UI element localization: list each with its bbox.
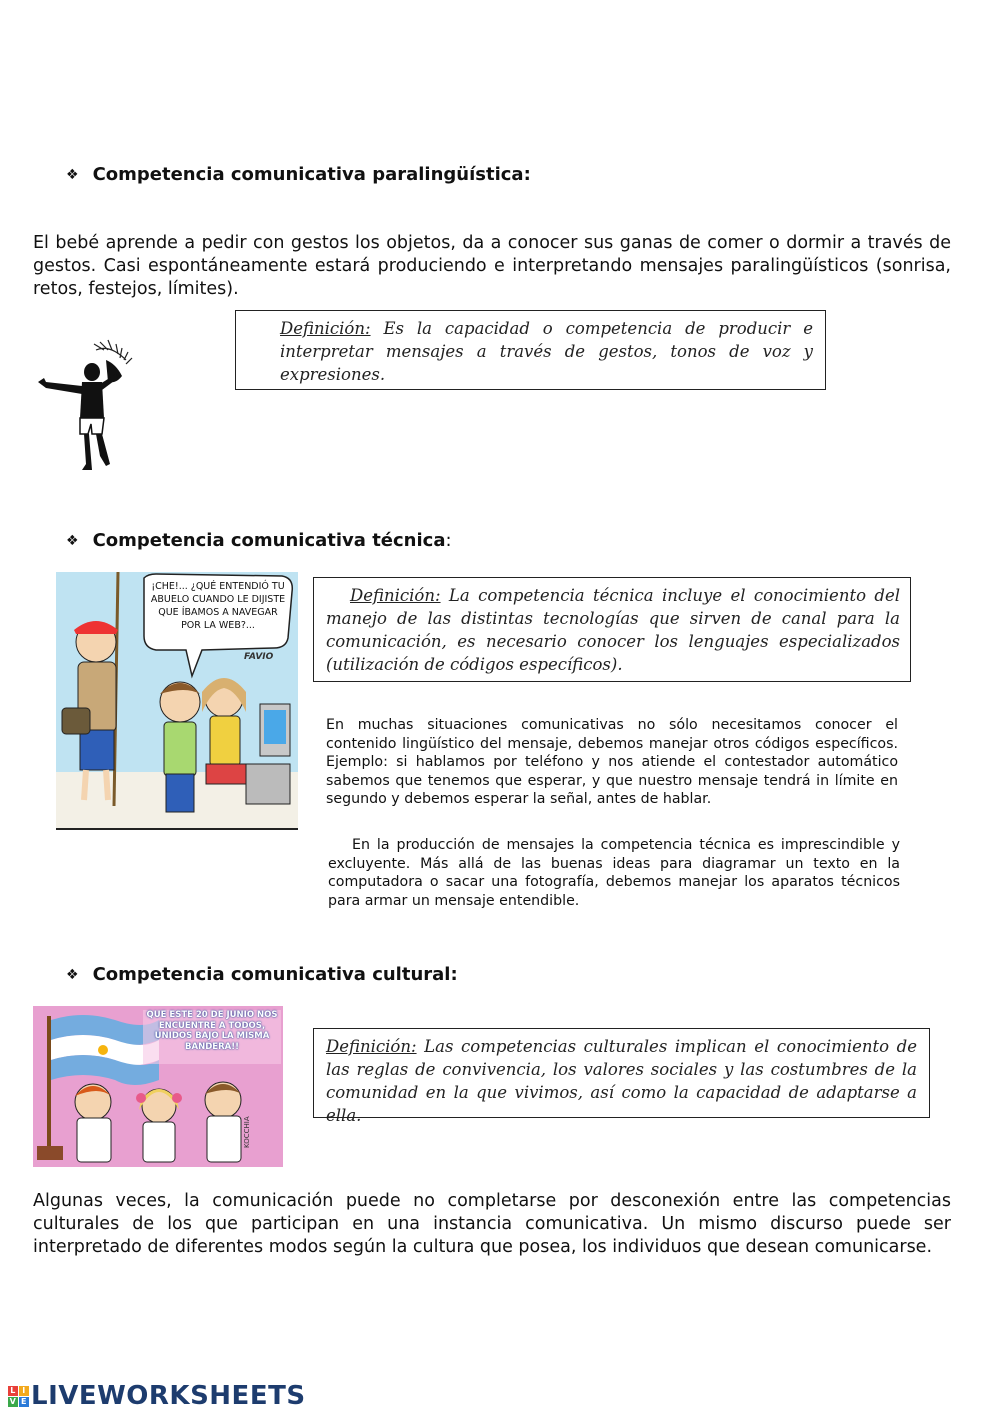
poster-slogan: QUE ESTE 20 DE JUNIO NOS ENCUENTRE A TODOS, UNIDOS BAJO LA MISMA BANDERA!! — [146, 1010, 278, 1052]
section-heading-paralinguistica — [66, 164, 531, 185]
definition-text: Es la capacidad o competencia de producir e interpretar mensajes a través de gestos, tonos de voz y expresiones. — [280, 319, 813, 384]
heading-colon: : — [445, 530, 452, 551]
liveworksheets-logo[interactable] — [8, 1381, 306, 1411]
web-comic-illustration — [56, 572, 298, 830]
definition-text: Las competencias culturales implican el conocimiento de las reglas de convivencia, los valores sociales y las costumbres de la comunidad en la que vivimos, así como la capacidad de adaptarse a ella. — [326, 1037, 917, 1125]
section-heading-cultural — [66, 964, 458, 985]
comic-signature: FAVIO — [244, 652, 274, 662]
section-heading-tecnica — [66, 530, 452, 551]
definition-box-cultural — [313, 1028, 930, 1125]
poster-signature: KOCCHIA — [243, 1116, 251, 1148]
liveworksheets-mark-icon: L I V E — [8, 1386, 29, 1407]
cultural-closing-paragraph: Algunas veces, la comunicación puede no completarse por desconexión entre las competencias culturales de los que participan en una instancia comunicativa. Un mismo discurso puede ser interpretado de diferentes modos según la cultura que posea, los individuos que desean comunicarse. — [33, 1191, 951, 1257]
paralinguistica-intro: El bebé aprende a pedir con gestos los objetos, da a conocer sus ganas de comer o dormir a través de gestos. Casi espontáneamente estará produciendo e interpretando mensajes paralingüísticos (sonrisa, retos, festejos, límites). — [33, 233, 951, 299]
definition-text: La competencia técnica incluye el conocimiento del manejo de las distintas tecnologías que sirven de canal para la comunicación, es necesario conocer los lenguajes especializados (utilización de códigos específicos). — [326, 586, 900, 674]
diamond-bullet-icon: ❖ — [66, 166, 79, 183]
tecnica-paragraph-2: En la producción de mensajes la competencia técnica es imprescindible y excluyente. Más allá de las buenas ideas para diagramar un texto en la computadora o sacar una fotografía, debemos manejar los aparatos técnicos para armar un mensaje entendible. — [328, 837, 900, 909]
heading-text: Competencia comunicativa técnica — [92, 530, 446, 551]
definition-label: Definición: — [350, 586, 441, 605]
heading-text: Competencia comunicativa cultural: — [92, 964, 458, 985]
definition-label: Definición: — [280, 319, 371, 338]
gesturing-man-illustration — [36, 338, 140, 476]
definition-box-paralinguistica — [235, 310, 826, 390]
definition-label: Definición: — [326, 1037, 417, 1056]
tecnica-paragraph-1: En muchas situaciones comunicativas no sólo necesitamos conocer el contenido lingüístico del mensaje, debemos manejar otros códigos específicos. Ejemplo: si hablamos por teléfono y nos atiende el contestador automático sabemos que tenemos que esperar, y que nuestro mensaje tendrá in límite en segundo y debemos esperar la señal, antes de hablar. — [326, 717, 898, 807]
definition-box-tecnica — [313, 577, 911, 682]
heading-text: Competencia comunicativa paralingüística: — [92, 164, 531, 185]
flag-day-poster-illustration — [33, 1006, 283, 1167]
comic-speech-bubble-text: ¡CHE!... ¿QUÉ ENTENDIÓ TU ABUELO CUANDO LE DIJISTE QUE ÍBAMOS A NAVEGAR POR LA WEB?... — [150, 581, 286, 631]
brand-name: LIVEWORKSHEETS — [31, 1381, 306, 1411]
diamond-bullet-icon: ❖ — [66, 966, 79, 983]
diamond-bullet-icon: ❖ — [66, 532, 79, 549]
